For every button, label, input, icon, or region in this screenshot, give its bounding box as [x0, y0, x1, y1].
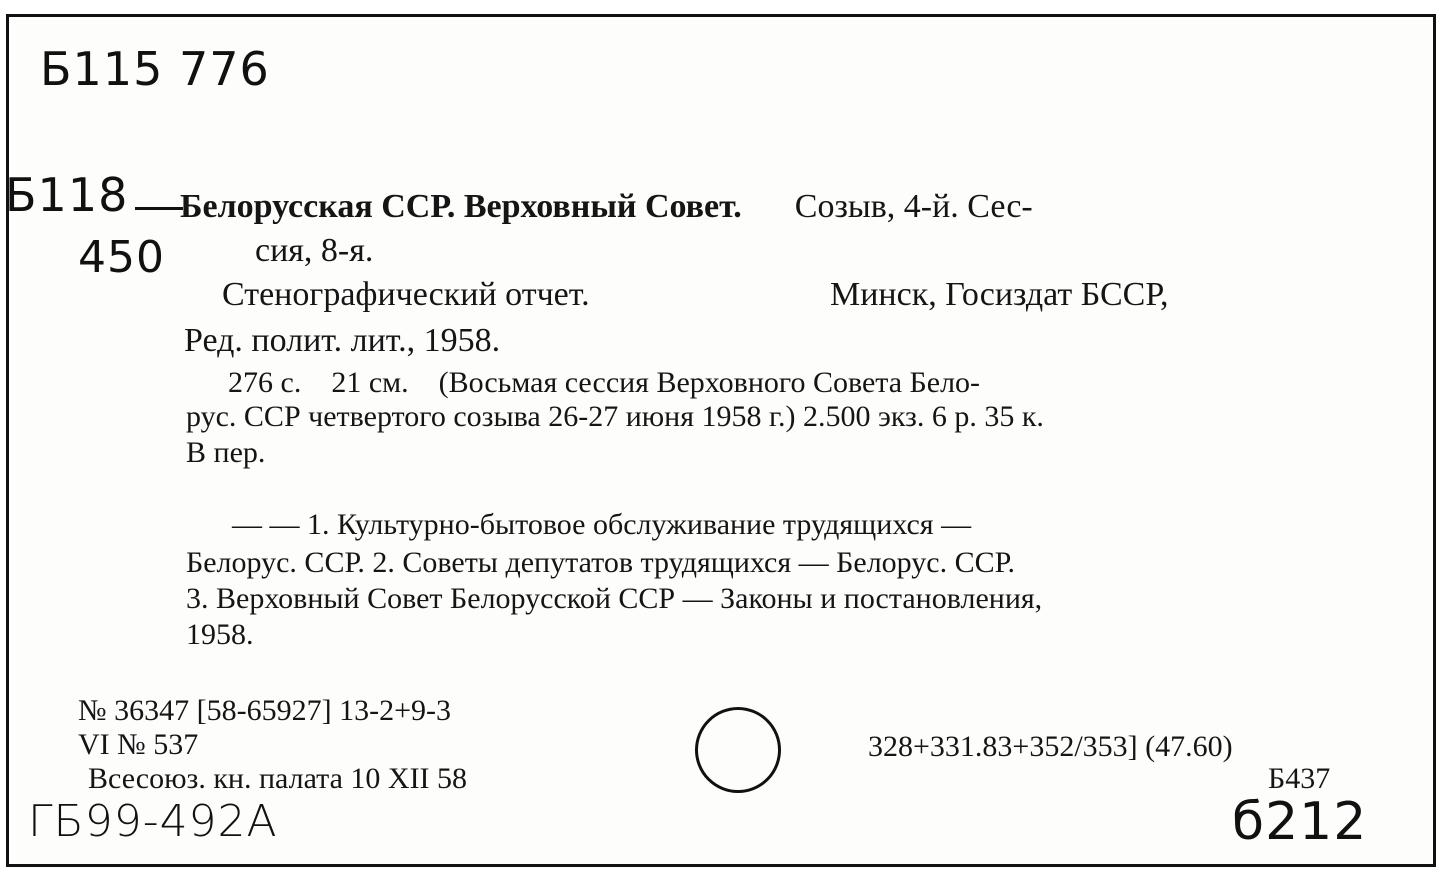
footer-number-line: № 36347 [58-65927] 13-2+9-3 [78, 694, 451, 727]
handwritten-bottom-right-code: б212 [1232, 792, 1368, 852]
subject-line-1: — — 1. Культурно-бытовое обслуживание трудящихся — [232, 508, 972, 541]
punch-hole-circle [695, 707, 781, 793]
entry-heading-rest: Созыв, 4-й. Сес- [794, 188, 1033, 225]
footer-chamber-line: Всесоюз. кн. палата 10 XII 58 [88, 762, 468, 795]
entry-desc-1: 276 с. 21 см. (Восьмая сессия Верховного Совета Бело- [228, 366, 981, 399]
handwritten-bottom-left-code: ГБ99-492А [28, 796, 278, 847]
handwritten-left-code-2: 450 [78, 232, 165, 283]
handwritten-top-code: Б115 776 [40, 42, 270, 96]
entry-desc-3: В пер. [186, 436, 266, 469]
subject-line-2: Белорус. ССР. 2. Советы депутатов трудящихся — Белорус. ССР. [186, 546, 1016, 579]
entry-heading-cont: сия, 8-я. [255, 232, 374, 269]
entry-desc-2: рус. ССР четвертого созыва 26-27 июня 1958 г.) 2.500 экз. 6 р. 35 к. [186, 400, 1044, 433]
entry-publisher-cont: Ред. полит. лит., 1958. [184, 322, 501, 359]
footer-vi-line: VI № 537 [78, 728, 199, 761]
footer-udc: 328+331.83+352/353] (47.60) [868, 730, 1233, 763]
handwritten-left-code: Б118 [5, 168, 129, 222]
footer-shelf: Б437 [1268, 762, 1331, 795]
entry-title: Стенографический отчет. [222, 276, 590, 313]
entry-heading [180, 188, 1033, 226]
entry-publisher: Минск, Госиздат БССР, [830, 276, 1169, 313]
handwritten-dash [135, 207, 183, 210]
entry-heading-bold: Белорусская ССР. Верховный Совет. [180, 188, 742, 225]
subject-line-3: 3. Верховный Совет Белорусской ССР — Законы и постановления, [186, 582, 1043, 615]
subject-line-4: 1958. [186, 618, 254, 651]
